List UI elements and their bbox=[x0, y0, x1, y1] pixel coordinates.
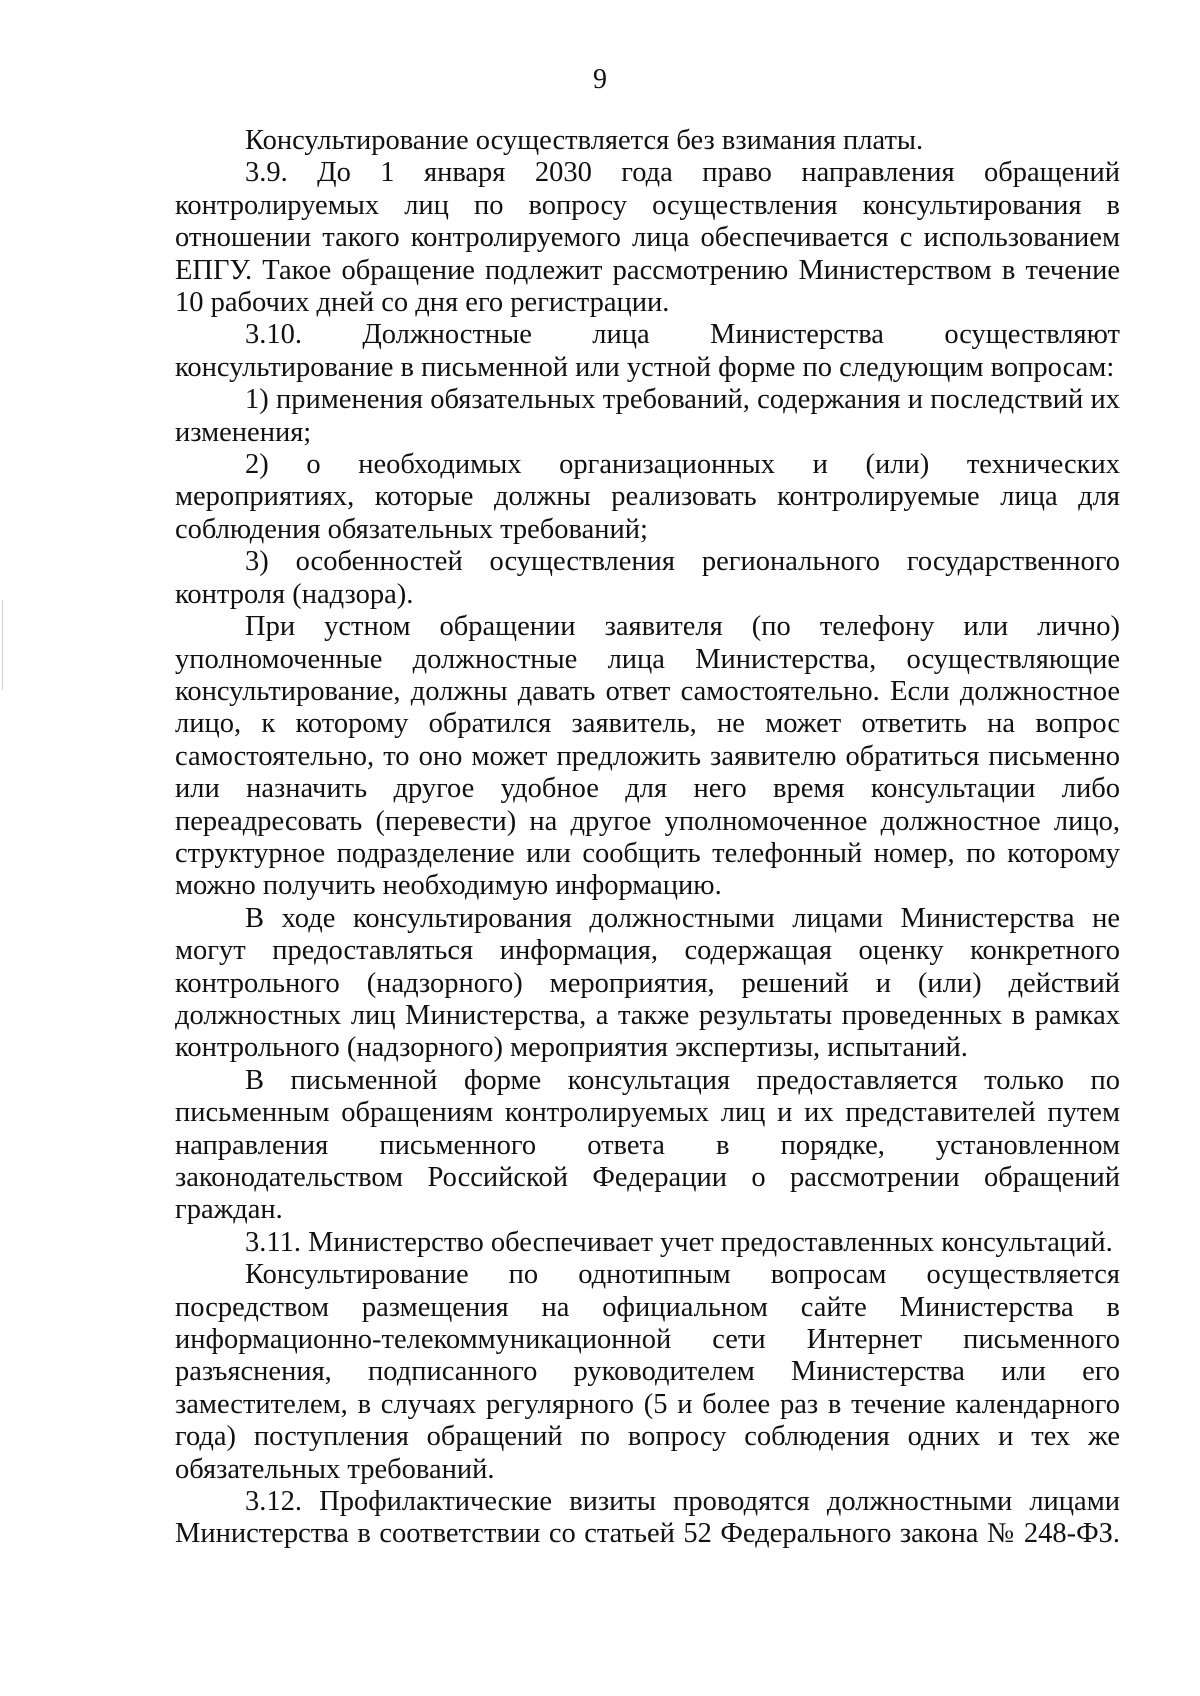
paragraph-3-9: 3.9. До 1 января 2030 года право направления обращений контролируемых лиц по вопросу осуществления консультирования в отношении такого контролируемого лица обеспечивается с использованием ЕПГУ. Такое обращение подлежит рассмотрению Министерством в течение 10 рабочих дней со дня его регистрации. bbox=[175, 157, 1120, 319]
paragraph: Консультирование по однотипным вопросам осуществляется посредством размещения на официальном сайте Министерства в информационно-телекоммуникационной сети Интернет письменного разъяснения, подписанного руководителем Министерства или его заместителем, в случаях регулярного (5 и более раз в течение календарного года) поступления обращений по вопросу соблюдения одних и тех же обязательных требований. bbox=[175, 1259, 1120, 1485]
paragraph: В письменной форме консультация предоставляется только по письменным обращениям контролируемых лиц и их представителей путем направления письменного ответа в порядке, установленном законодательством Российской Федерации о рассмотрении обращений граждан. bbox=[175, 1064, 1120, 1226]
paragraph-3-11: 3.11. Министерство обеспечивает учет предоставленных консультаций. bbox=[245, 1226, 1113, 1258]
list-item-3: 3) особенностей осуществления регионального государственного контроля (надзора). bbox=[175, 546, 1120, 610]
list-item-2: 2) о необходимых организационных и (или) технических мероприятиях, которые должны реализовать контролируемые лица для соблюдения обязательных требований; bbox=[175, 449, 1120, 545]
list-item-1: 1) применения обязательных требований, содержания и последствий их изменения; bbox=[175, 384, 1120, 448]
paragraph: При устном обращении заявителя (по телефону или лично) уполномоченные должностные лица Министерства, осуществляющие консультирование, должны давать ответ самостоятельно. Если должностное лицо, к которому обратился заявитель, не может ответить на вопрос самостоятельно, то оно может предложить заявителю обратиться письменно или назначить другое удобное для него время консультации либо переадресовать (перевести) на другое уполномоченное должностное лицо, структурное подразделение или сообщить телефонный номер, по которому можно получить необходимую информацию. bbox=[175, 611, 1120, 902]
paragraph: Консультирование осуществляется без взимания платы. bbox=[245, 125, 924, 156]
scan-artifact bbox=[2, 600, 3, 690]
paragraph: В ходе консультирования должностными лицами Министерства не могут предоставляться информация, содержащая оценку конкретного контрольного (надзорного) мероприятия, решений и (или) действий должностных лиц Министерства, а также результаты проведенных в рамках контрольного (надзорного) мероприятия экспертизы, испытаний. bbox=[175, 902, 1120, 1064]
document-body bbox=[175, 125, 1120, 1551]
page-number: 9 bbox=[593, 64, 607, 95]
paragraph-3-12: 3.12. Профилактические визиты проводятся должностными лицами Министерства в соответствии со статьей 52 Федерального закона № 248-ФЗ. bbox=[175, 1486, 1120, 1550]
paragraph-3-10: 3.10. Должностные лица Министерства осуществляют консультирование в письменной или устной форме по следующим вопросам: bbox=[175, 319, 1120, 383]
